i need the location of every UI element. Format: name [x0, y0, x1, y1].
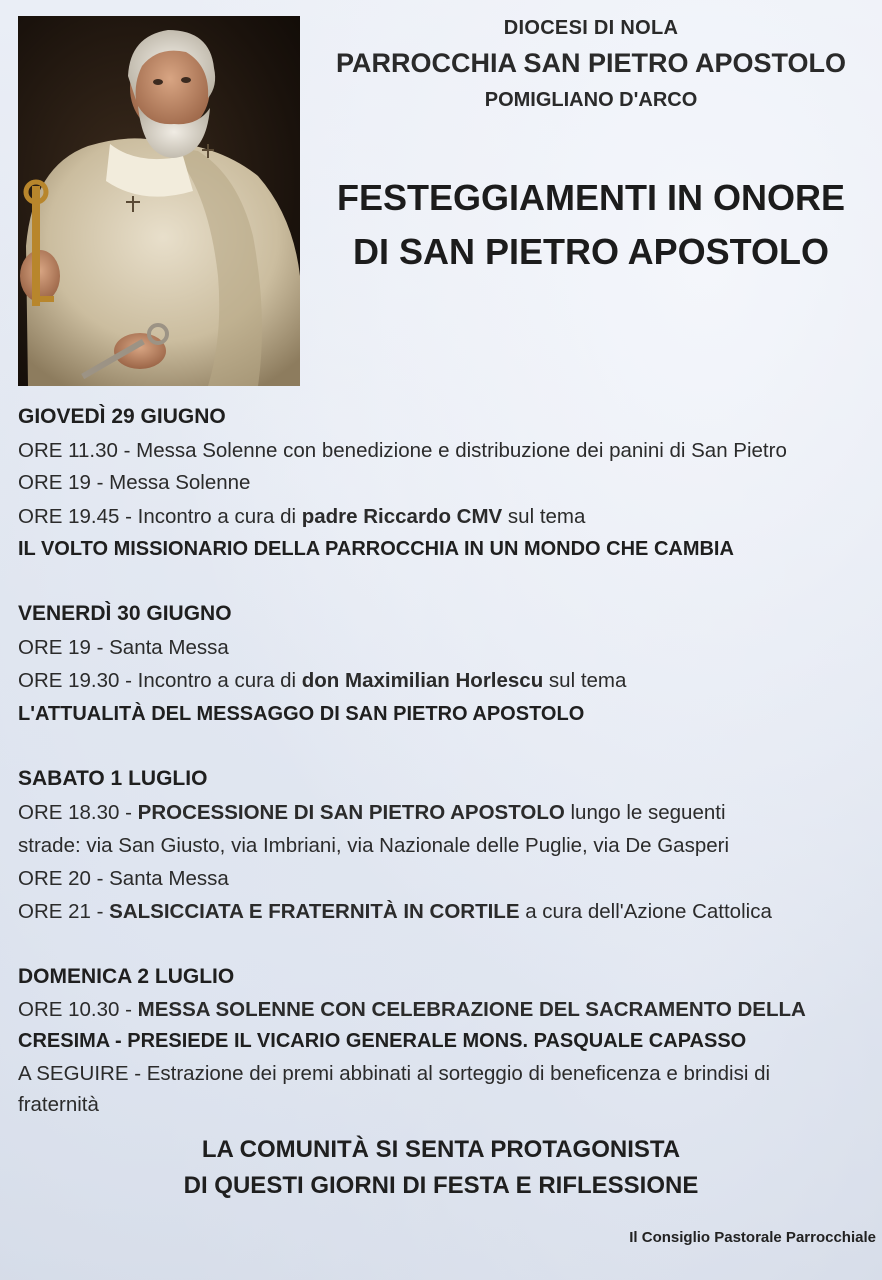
talk-theme: IL VOLTO MISSIONARIO DELLA PARROCCHIA IN UN MONDO CHE CAMBIA — [18, 538, 734, 560]
schedule-line: ORE 11.30 - Messa Solenne con benedizione e distribuzione dei panini di San Pietro — [18, 439, 787, 462]
signature: Il Consiglio Pastorale Parrocchiale — [629, 1229, 876, 1246]
event-title-line-2: DI SAN PIETRO APOSTOLO — [352, 231, 830, 272]
event-title-line-1: FESTEGGIAMENTI IN ONORE — [336, 177, 846, 218]
closing-message-line-2: DI QUESTI GIORNI DI FESTA E RIFLESSIONE — [183, 1172, 699, 1199]
schedule-line — [18, 995, 806, 1025]
town-name: POMIGLIANO D'ARCO — [484, 89, 698, 111]
speaker-name: padre Riccardo CMV — [301, 505, 503, 528]
schedule-text: ORE 21 - — [18, 900, 110, 923]
schedule-line: fraternità — [18, 1093, 99, 1116]
schedule-line — [18, 798, 726, 828]
day-heading-giovedi: GIOVEDÌ 29 GIUGNO — [18, 405, 226, 428]
day-heading-domenica: DOMENICA 2 LUGLIO — [18, 965, 235, 988]
event-label: SALSICCIATA E FRATERNITÀ IN CORTILE — [109, 900, 520, 923]
schedule-line — [18, 666, 626, 696]
mass-label: MESSA SOLENNE CON CELEBRAZIONE DEL SACRAMENTO DELLA — [137, 998, 806, 1021]
schedule-line — [18, 897, 772, 927]
schedule-line: ORE 19 - Santa Messa — [18, 636, 229, 659]
day-heading-venerdi: VENERDÌ 30 GIUGNO — [18, 602, 232, 625]
diocese-name: DIOCESI DI NOLA — [503, 17, 679, 39]
schedule-text: ORE 19.30 - Incontro a cura di — [18, 669, 302, 692]
schedule-line: A SEGUIRE - Estrazione dei premi abbinati al sorteggio di beneficenza e brindisi di — [18, 1062, 771, 1085]
schedule-text: ORE 10.30 - — [18, 998, 138, 1021]
schedule-line — [18, 502, 585, 532]
schedule-text: ORE 18.30 - — [18, 801, 138, 824]
schedule-text: sul tema — [543, 669, 627, 692]
schedule-line: ORE 19 - Messa Solenne — [18, 471, 251, 494]
procession-route: strade: via San Giusto, via Imbriani, via Nazionale delle Puglie, via De Gasperi — [18, 834, 730, 857]
day-heading-sabato: SABATO 1 LUGLIO — [18, 767, 208, 790]
closing-message-line-1: LA COMUNITÀ SI SENTA PROTAGONISTA — [201, 1136, 681, 1163]
schedule-text: a cura dell'Azione Cattolica — [519, 900, 772, 923]
schedule-text: sul tema — [502, 505, 586, 528]
procession-label: PROCESSIONE DI SAN PIETRO APOSTOLO — [137, 801, 565, 824]
schedule-text: lungo le seguenti — [564, 801, 726, 824]
talk-theme: L'ATTUALITÀ DEL MESSAGGO DI SAN PIETRO APOSTOLO — [18, 703, 585, 725]
parish-name: PARROCCHIA SAN PIETRO APOSTOLO — [335, 48, 847, 78]
mass-label-continued: CRESIMA - PRESIEDE IL VICARIO GENERALE MONS. PASQUALE CAPASSO — [18, 1030, 747, 1052]
speaker-name: don Maximilian Horlescu — [301, 669, 544, 692]
schedule-line: ORE 20 - Santa Messa — [18, 867, 229, 890]
saint-peter-portrait — [18, 16, 300, 386]
schedule-text: ORE 19.45 - Incontro a cura di — [18, 505, 302, 528]
